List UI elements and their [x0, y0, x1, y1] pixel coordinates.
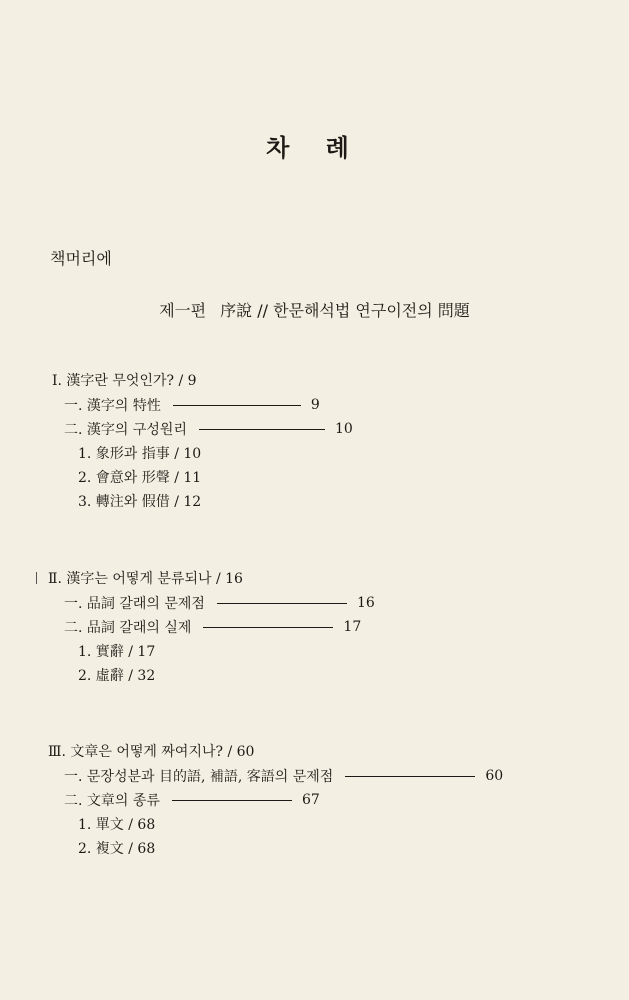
subsection-entry: 1. 單文 / 68	[78, 817, 156, 833]
part-heading	[0, 298, 629, 321]
section-label: 一. 문장성분과 目的語, 補語, 客語의 문제점	[64, 769, 334, 785]
section-label: 二. 文章의 종류	[64, 793, 160, 809]
subsection-entry: 1. 象形과 指事 / 10	[78, 446, 202, 462]
subsection-entry: 2. 虛辭 / 32	[78, 668, 156, 684]
section-page: 17	[343, 619, 362, 635]
section-page: 16	[356, 595, 375, 611]
section-entry	[64, 789, 320, 811]
subsection-entry: 2. 會意와 形聲 / 11	[78, 470, 202, 486]
section-page: 10	[334, 421, 353, 437]
chapter-heading: Ⅲ. 文章은 어떻게 짜여지나? / 60	[48, 744, 255, 760]
part-number: 제一편	[159, 301, 207, 320]
section-label: 一. 品詞 갈래의 문제점	[64, 596, 205, 612]
leader-line	[345, 776, 475, 777]
margin-mark	[36, 572, 37, 584]
section-page: 9	[310, 397, 320, 413]
chapter-heading: Ⅰ. 漢字란 무엇인가? / 9	[52, 373, 197, 389]
leader-line	[203, 627, 333, 628]
chapter-heading: Ⅱ. 漢字는 어떻게 분류되나 / 16	[48, 571, 243, 587]
section-entry	[64, 765, 503, 787]
page-title: 차 례	[266, 134, 363, 162]
leader-line	[217, 603, 347, 604]
part-title: 序說 // 한문해석법 연구이전의 問題	[220, 301, 470, 320]
subsection-entry: 3. 轉注와 假借 / 12	[78, 494, 202, 510]
subsection-entry: 1. 實辭 / 17	[78, 644, 156, 660]
section-entry	[64, 592, 375, 614]
section-page: 60	[485, 768, 504, 784]
section-label: 一. 漢字의 特性	[64, 398, 161, 414]
section-page: 67	[301, 792, 320, 808]
section-entry	[64, 418, 353, 440]
toc-entry-preface: 책머리에	[50, 249, 112, 268]
leader-line	[199, 429, 325, 430]
section-entry	[64, 394, 320, 416]
section-label: 二. 品詞 갈래의 실제	[64, 620, 192, 636]
section-entry	[64, 616, 361, 638]
subsection-entry: 2. 複文 / 68	[78, 841, 156, 857]
leader-line	[173, 405, 301, 406]
leader-line	[172, 800, 292, 801]
section-label: 二. 漢字의 구성원리	[64, 422, 187, 438]
